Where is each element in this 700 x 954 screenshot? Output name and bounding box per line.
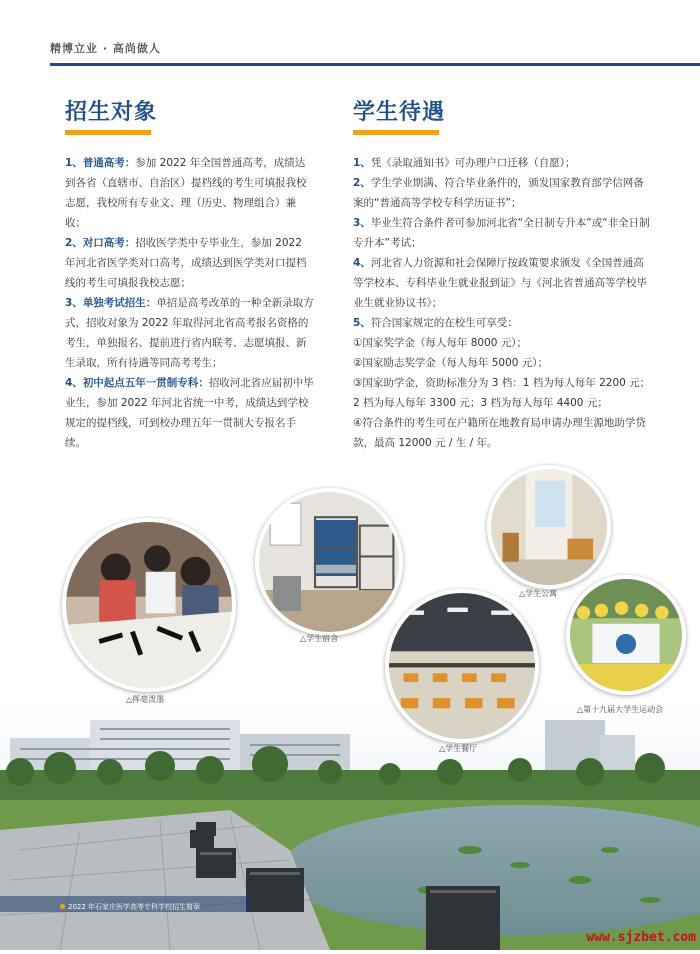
benefit-item xyxy=(353,153,653,173)
benefit-item xyxy=(353,213,653,253)
item-text: 学生学业期满、符合毕业条件的，颁发国家教育部学信网备案的“普通高等学校专科学历证书”； xyxy=(353,177,644,209)
item-text: 参加 2022 年全国普通高考，成绩达到各省（直辖市、自治区）提档线的考生可填报我校志愿，我校所有专业文、理（历史、物理组合）兼收； xyxy=(65,157,307,229)
item-text: 凭《录取通知书》可办理户口迁移（自愿）； xyxy=(370,157,576,169)
item-number: 2、 xyxy=(65,237,83,249)
footer-label: 2022 年石家庄医学高等专科学校招生简章 xyxy=(68,903,201,911)
item-text: ④符合条件的考生可在户籍所在地教育局申请办理生源地助学贷款，最高 12000 元 / 生 / 年。 xyxy=(353,417,646,449)
benefit-subitem xyxy=(353,373,653,413)
item-number: 1、 xyxy=(353,157,371,169)
admission-section xyxy=(65,95,315,453)
item-keyword: 单独考试招生 xyxy=(82,297,146,309)
item-text: 符合国家规定的在校生可享受： xyxy=(370,317,518,329)
benefits-list xyxy=(353,153,653,453)
admission-title: 招生对象 xyxy=(65,100,158,125)
sports-meet-photo xyxy=(566,575,686,695)
item-text: 毕业生符合条件者可参加河北省“全日制专升本”或“非全日制专升本”考试； xyxy=(353,217,650,249)
header-slogan: 精博立业 · 高尚做人 xyxy=(50,42,161,55)
benefits-title-underline xyxy=(353,130,439,135)
admission-item xyxy=(65,373,315,453)
item-text: 河北省人力资源和社会保障厅按政策要求颁发《全国普通高等学校本、专科毕业生就业报到证》与《河北省普通高等学校毕业生就业协议书》； xyxy=(353,257,647,309)
admission-title-underline xyxy=(65,130,151,135)
calligraphy-caption: △挥毫泼墨 xyxy=(126,695,165,704)
canteen-photo xyxy=(385,589,539,743)
benefit-item xyxy=(353,313,653,333)
item-number: 3、 xyxy=(65,297,83,309)
item-separator: ： xyxy=(145,297,157,309)
item-number: 4、 xyxy=(65,377,83,389)
item-separator: ： xyxy=(198,377,209,389)
admission-item xyxy=(65,233,315,293)
item-text: 招收河北省应届初中毕业生，参加 2022 年河北省统一中考，成绩达到学校规定的提档线，可到校办理五年一贯制大专报名手续。 xyxy=(65,377,314,449)
admission-list xyxy=(65,153,315,453)
item-text: ①国家奖学金（每人每年 8000 元）； xyxy=(353,337,528,349)
benefit-item xyxy=(353,253,653,313)
item-keyword: 普通高考 xyxy=(82,157,125,169)
item-text: 招收医学类中专毕业生，参加 2022 年河北省医学类对口高考，成绩达到医学类对口提档线的考生可填报我校志愿； xyxy=(65,237,307,289)
header-rule xyxy=(50,63,700,66)
item-keyword: 初中起点五年一贯制专科 xyxy=(82,377,199,389)
benefit-subitem xyxy=(353,333,653,353)
page-header xyxy=(0,0,700,66)
benefit-item xyxy=(353,173,653,213)
calligraphy-photo xyxy=(62,518,236,692)
admission-item xyxy=(65,153,315,233)
item-number: 3、 xyxy=(353,217,371,229)
benefits-section xyxy=(353,95,653,453)
item-text: ②国家励志奖学金（每人每年 5000 元）； xyxy=(353,357,549,369)
item-number: 2、 xyxy=(353,177,371,189)
item-number: 1、 xyxy=(65,157,83,169)
campus-landscape-image xyxy=(0,700,700,950)
footer-dot-icon xyxy=(60,904,65,909)
item-number: 4、 xyxy=(353,257,371,269)
benefit-subitem xyxy=(353,353,653,373)
dormitory-caption: △学生宿舍 xyxy=(300,634,339,643)
item-keyword: 对口高考 xyxy=(82,237,125,249)
benefits-title: 学生待遇 xyxy=(353,100,446,125)
student-apartment-photo xyxy=(487,465,611,589)
item-text: 单招是高考改革的一种全新录取方式，招收对象为 2022 年取得河北省高考报名资格的考生，单独报名、提前进行省内联考、志愿填报、新生录取，所有待遇等同高考考生； xyxy=(65,297,314,369)
apartment-caption: △学生公寓 xyxy=(519,589,558,598)
sports-caption: △第十九届大学生运动会 xyxy=(577,705,664,714)
item-number: 5、 xyxy=(353,317,371,329)
item-text: ③国家助学金，资助标准分为 3 档：1 档为每人每年 2200 元；2 档为每人每年 3300 元；3 档为每人每年 4400 元； xyxy=(353,377,651,409)
dormitory-photo xyxy=(255,488,403,636)
canteen-caption: △学生餐厅 xyxy=(439,744,478,753)
item-separator: ： xyxy=(124,237,136,249)
admission-item xyxy=(65,293,315,373)
benefit-subitem xyxy=(353,413,653,453)
item-separator: ： xyxy=(124,157,136,169)
site-watermark: www.sjzbet.com xyxy=(586,930,696,945)
